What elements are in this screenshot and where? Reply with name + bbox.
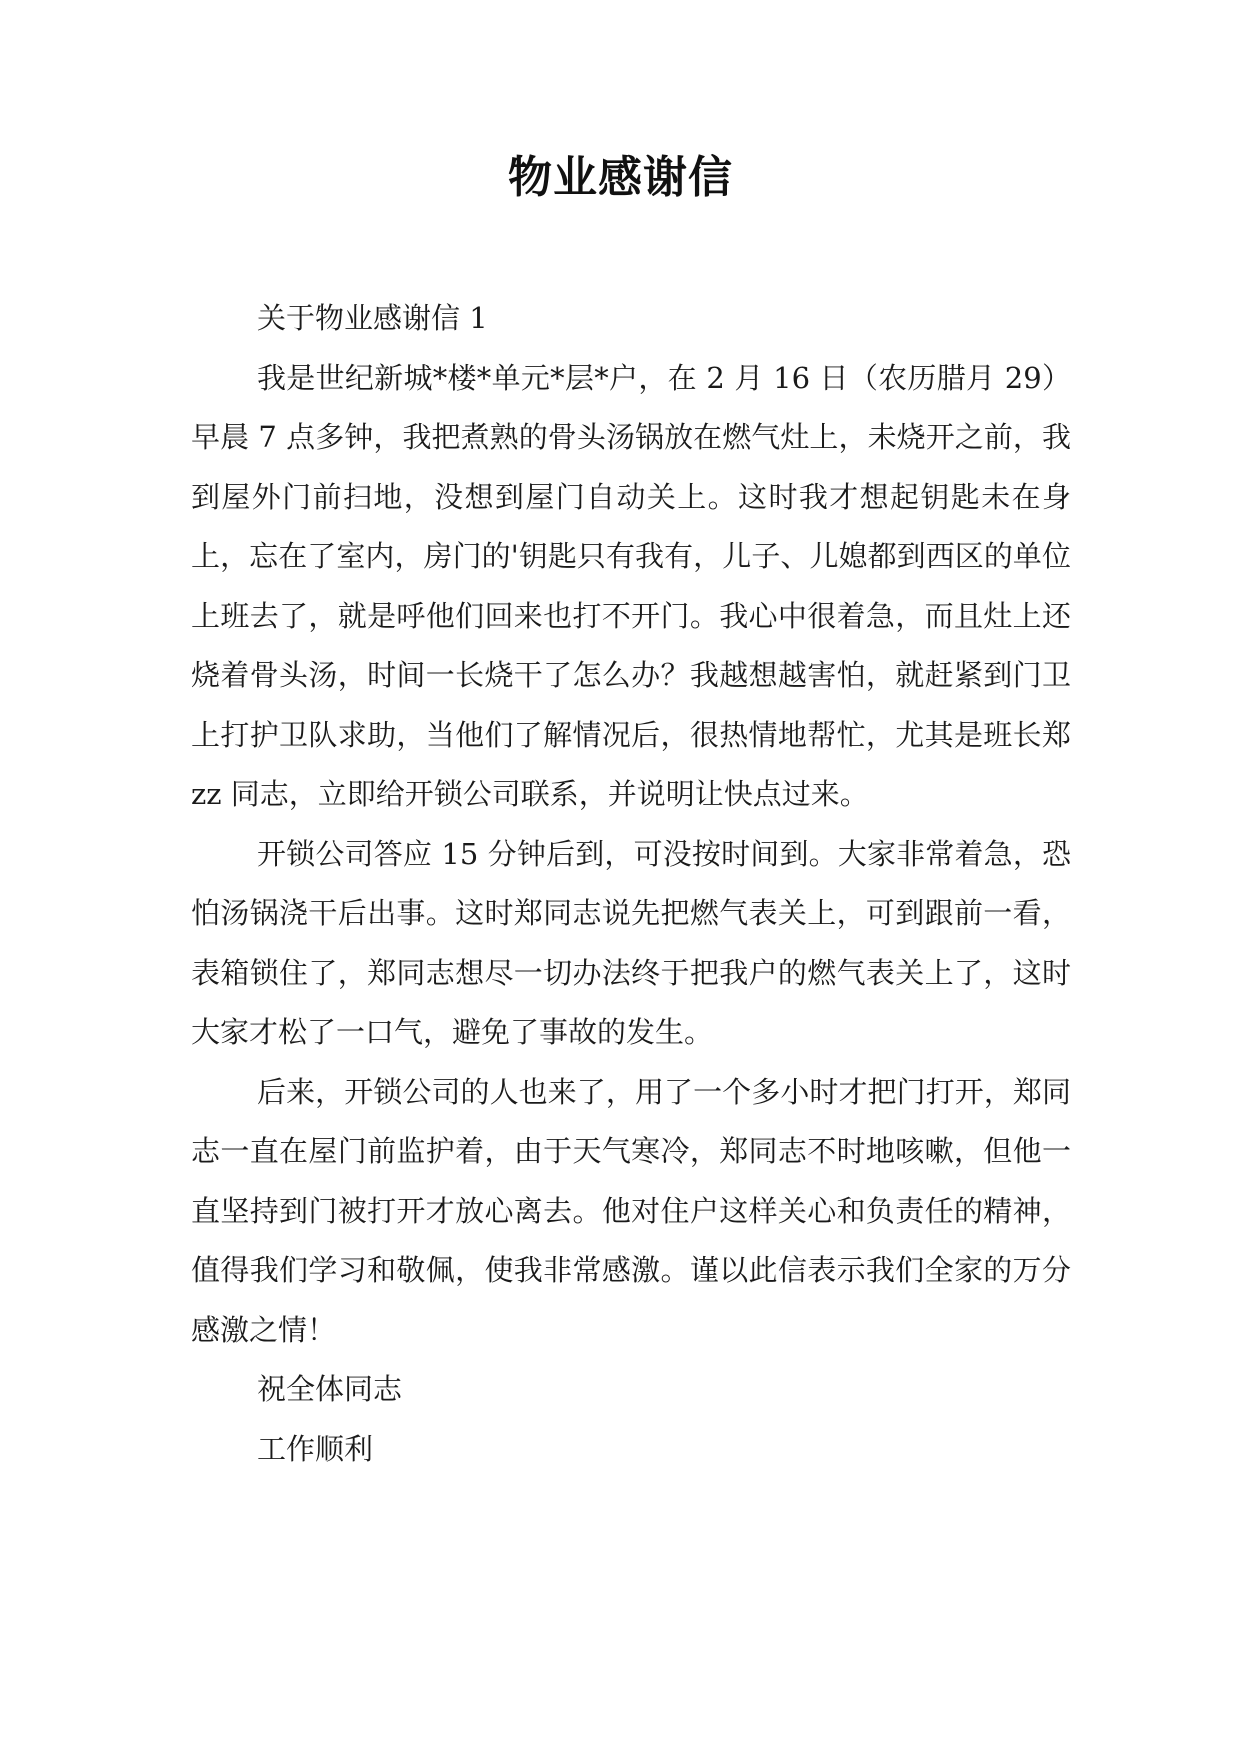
document-body	[191, 289, 1071, 1479]
body-paragraph-2: 开锁公司答应 15 分钟后到，可没按时间到。大家非常着急，恐怕汤锅浇干后出事。这时郑同志说先把燃气表关上，可到跟前一看，表箱锁住了，郑同志想尽一切办法终于把我户的燃气表关上了，这时大家才松了一口气，避免了事故的发生。	[191, 836, 1071, 1049]
body-paragraph-3: 后来，开锁公司的人也来了，用了一个多小时才把门打开，郑同志一直在屋门前监护着，由于天气寒冷，郑同志不时地咳嗽，但他一直坚持到门被打开才放心离去。他对住户这样关心和负责任的精神，值得我们学习和敬佩，使我非常感激。谨以此信表示我们全家的万分感激之情！	[191, 1074, 1071, 1347]
section-heading: 关于物业感谢信 1	[257, 301, 488, 335]
document-title: 物业感谢信	[508, 152, 733, 203]
closing-line-2: 工作顺利	[257, 1431, 374, 1466]
body-paragraph-1: 我是世纪新城*楼*单元*层*户，在 2 月 16 日（农历腊月 29）早晨 7 点多钟，我把煮熟的骨头汤锅放在燃气灶上，未烧开之前，我到屋外门前扫地，没想到屋门自动关上。这时我才想起钥匙未在身上，忘在了室内，房门的'钥匙只有我有，儿子、儿媳都到西区的单位上班去了，就是呼他们回来也打不开门。我心中很着急，而且灶上还烧着骨头汤，时间一长烧干了怎么办？我越想越害怕，就赶紧到门卫上打护卫队求助，当他们了解情况后，很热情地帮忙，尤其是班长郑 zz 同志，立即给开锁公司联系，并说明让快点过来。	[191, 360, 1071, 811]
closing-line-1: 祝全体同志	[257, 1372, 403, 1406]
